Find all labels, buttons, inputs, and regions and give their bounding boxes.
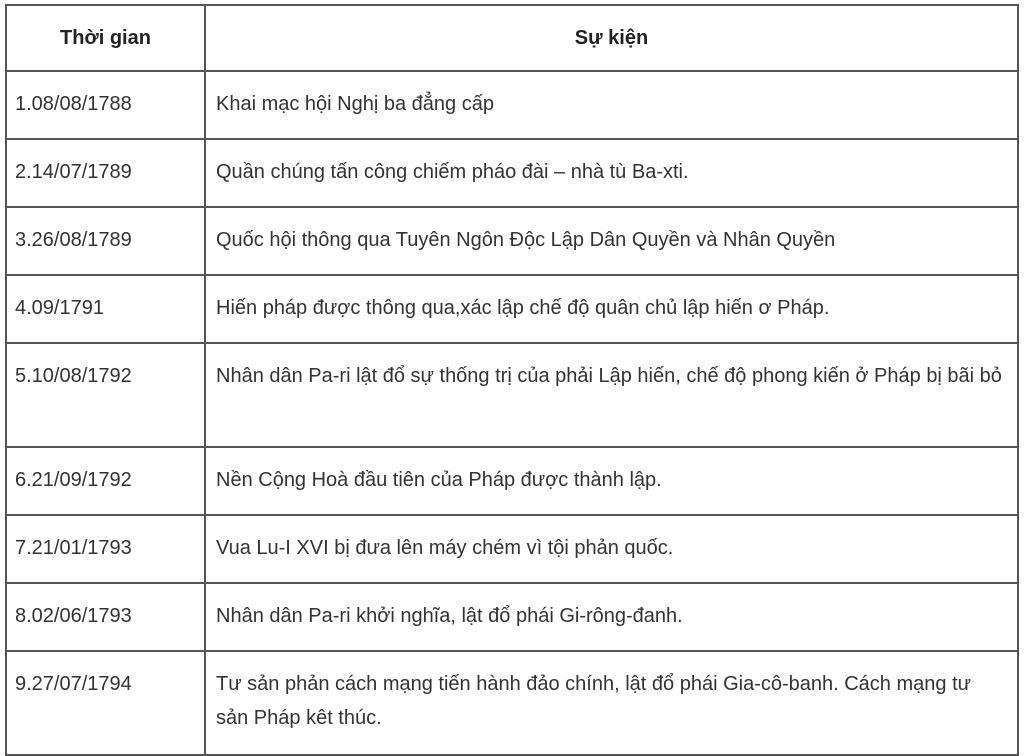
events-table bbox=[5, 4, 1019, 756]
row-event-text: Tư sản phản cách mạng tiến hành đảo chính, lật đổ phái Gia-cô-banh. Cách mạng tư sản Pháp kêt thúc. bbox=[216, 673, 972, 729]
row-time-text: 1.08/08/1788 bbox=[15, 93, 132, 115]
table-row bbox=[6, 207, 1018, 275]
header-event: Sự kiện bbox=[205, 5, 1018, 71]
row-time bbox=[6, 275, 205, 343]
row-event bbox=[205, 447, 1018, 515]
table-row bbox=[6, 515, 1018, 583]
table-row bbox=[6, 583, 1018, 651]
row-event bbox=[205, 207, 1018, 275]
row-event bbox=[205, 343, 1018, 447]
row-event-text: Hiến pháp được thông qua,xác lập chế độ quân chủ lập hiến ơ Pháp. bbox=[216, 297, 830, 319]
row-time bbox=[6, 343, 205, 447]
row-event bbox=[205, 71, 1018, 139]
table-row bbox=[6, 651, 1018, 755]
row-event-text: Vua Lu-I XVI bị đưa lên máy chém vì tội phản quốc. bbox=[216, 537, 674, 559]
row-time-text: 7.21/01/1793 bbox=[15, 537, 132, 559]
row-time-text: 9.27/07/1794 bbox=[15, 673, 132, 695]
row-time bbox=[6, 515, 205, 583]
row-time-text: 2.14/07/1789 bbox=[15, 161, 132, 183]
row-event bbox=[205, 515, 1018, 583]
row-time bbox=[6, 139, 205, 207]
row-event-text: Nhân dân Pa-ri lật đổ sự thống trị của phải Lập hiến, chế độ phong kiến ở Pháp bị bãi bỏ bbox=[216, 365, 1002, 387]
row-time bbox=[6, 651, 205, 755]
row-time bbox=[6, 207, 205, 275]
table-row bbox=[6, 71, 1018, 139]
row-event-text: Quốc hội thông qua Tuyên Ngôn Độc Lập Dân Quyền và Nhân Quyền bbox=[216, 229, 836, 251]
row-event-text: Khai mạc hội Nghị ba đẳng cấp bbox=[216, 93, 494, 115]
row-event-text: Quần chúng tấn công chiếm pháo đài – nhà tù Ba-xti. bbox=[216, 161, 689, 183]
row-time-text: 6.21/09/1792 bbox=[15, 469, 132, 491]
row-event bbox=[205, 583, 1018, 651]
header-time: Thời gian bbox=[6, 5, 205, 71]
row-event-text: Nền Cộng Hoà đầu tiên của Pháp được thành lập. bbox=[216, 469, 662, 491]
row-event bbox=[205, 275, 1018, 343]
row-time bbox=[6, 71, 205, 139]
row-event bbox=[205, 651, 1018, 755]
table-row bbox=[6, 343, 1018, 447]
table-row bbox=[6, 447, 1018, 515]
row-event bbox=[205, 139, 1018, 207]
row-event-text: Nhân dân Pa-ri khởi nghĩa, lật đổ phái Gi-rông-đanh. bbox=[216, 605, 683, 627]
row-time-text: 3.26/08/1789 bbox=[15, 229, 132, 251]
row-time bbox=[6, 583, 205, 651]
row-time bbox=[6, 447, 205, 515]
row-time-text: 8.02/06/1793 bbox=[15, 605, 132, 627]
table-header-row bbox=[6, 5, 1018, 71]
row-time-text: 5.10/08/1792 bbox=[15, 365, 132, 387]
events-table-container bbox=[5, 4, 1019, 756]
table-row bbox=[6, 139, 1018, 207]
table-row bbox=[6, 275, 1018, 343]
row-time-text: 4.09/1791 bbox=[15, 297, 104, 319]
